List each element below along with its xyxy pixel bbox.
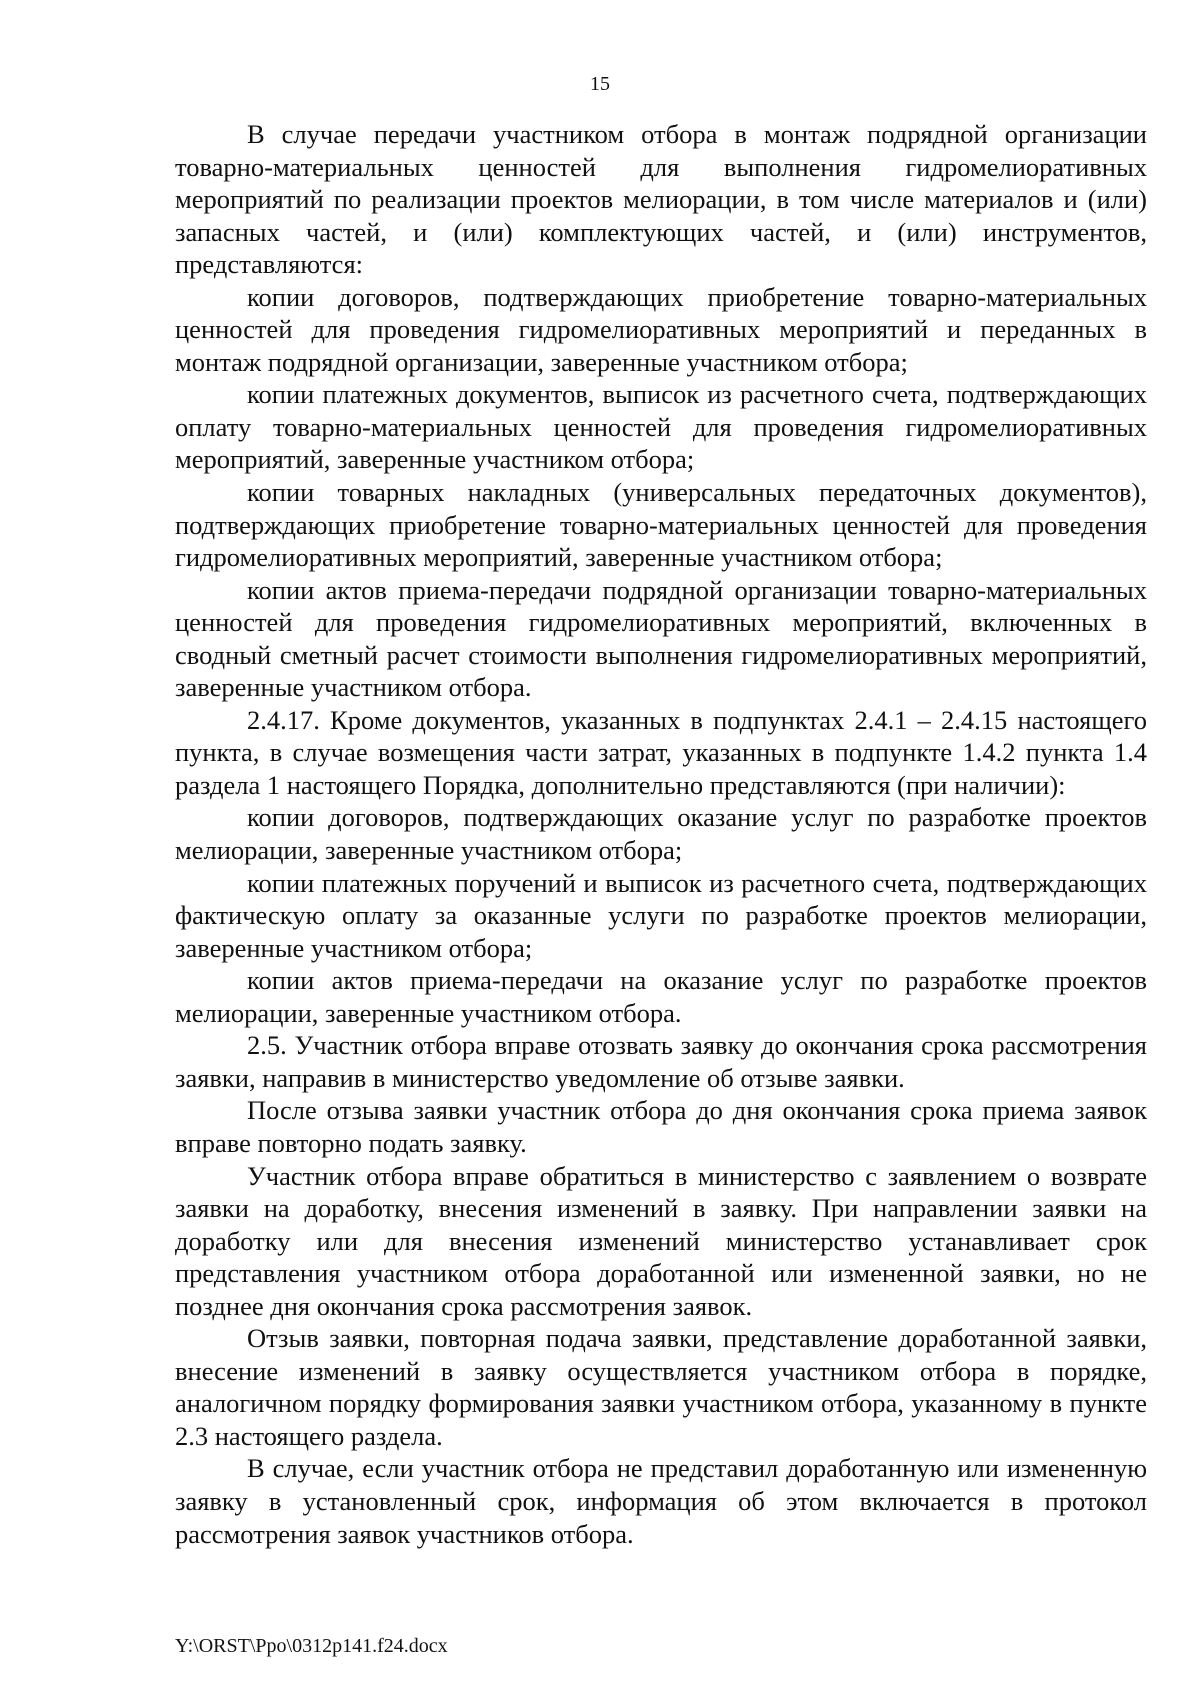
paragraph-return-for-revision: Участник отбора вправе обратиться в министерство с заявлением о возврате заявки на доработку, внесения изменений в заявку. При направлении заявки на доработку или для внесения изменений министерство устанавливает срок представления участником отбора доработанной или измененной заявки, но не позднее дня окончания срока рассмотрения заявок. [175,1160,1147,1321]
paragraph-payment-documents: копии платежных документов, выписок из расчетного счета, подтверждающих оплату товарно-материальных ценностей для проведения гидромелиоративных мероприятий, заверенные участником отбора; [175,379,1147,475]
paragraph-contracts-copies: копии договоров, подтверждающих приобретение товарно-материальных ценностей для проведения гидромелиоративных мероприятий и переданных в монтаж подрядной организации, заверенные участником отбора; [175,281,1147,377]
paragraph-transfer-to-contractor: В случае передачи участником отбора в монтаж подрядной организации товарно-материальных ценностей для выполнения гидромелиоративных мероприятий по реализации проектов мелиорации, в том числе материалов и (или) запасных частей, и (или) комплектующих частей, и (или) инструментов, представляются: [175,119,1147,280]
page-number: 15 [590,73,610,95]
paragraph-after-withdrawal: После отзыва заявки участник отбора до дня окончания срока приема заявок вправе повторно подать заявку. [175,1095,1147,1158]
paragraph-withdrawal-procedure: Отзыв заявки, повторная подача заявки, представление доработанной заявки, внесение изменений в заявку осуществляется участником отбора в порядке, аналогичном порядку формирования заявки участником отбора, указанному в пункте 2.3 настоящего раздела. [175,1323,1147,1451]
footer-file-path: Y:\ORST\Ppo\0312p141.f24.docx [175,1635,448,1657]
paragraph-missed-deadline: В случае, если участник отбора не представил доработанную или измененную заявку в установленный срок, информация об этом включается в протокол рассмотрения заявок участников отбора. [175,1453,1147,1549]
paragraph-service-contracts: копии договоров, подтверждающих оказание услуг по разработке проектов мелиорации, заверенные участником отбора; [175,802,1147,866]
paragraph-acceptance-acts: копии актов приема-передачи подрядной организации товарно-материальных ценностей для проведения гидромелиоративных мероприятий, включенных в сводный сметный расчет стоимости выполнения гидромелиоративных мероприятий, заверенные участником отбора. [175,574,1147,703]
paragraph-2-4-17: 2.4.17. Кроме документов, указанных в подпунктах 2.4.1 – 2.4.15 настоящего пункта, в случае возмещения части затрат, указанных в подпункте 1.4.2 пункта 1.4 раздела 1 настоящего Порядка, дополнительно представляются (при наличии): [175,704,1147,800]
document-body [175,118,1147,1550]
paragraph-waybills: копии товарных накладных (универсальных передаточных документов), подтверждающих приобретение товарно-материальных ценностей для проведения гидромелиоративных мероприятий, заверенные участником отбора; [175,477,1147,573]
paragraph-service-acts: копии актов приема-передачи на оказание услуг по разработке проектов мелиорации, заверенные участником отбора. [175,965,1147,1028]
paragraph-2-5: 2.5. Участник отбора вправе отозвать заявку до окончания срока рассмотрения заявки, направив в министерство уведомление об отзыве заявки. [175,1030,1147,1093]
paragraph-payment-orders: копии платежных поручений и выписок из расчетного счета, подтверждающих фактическую оплату за оказанные услуги по разработке проектов мелиорации, заверенные участником отбора; [175,867,1147,963]
